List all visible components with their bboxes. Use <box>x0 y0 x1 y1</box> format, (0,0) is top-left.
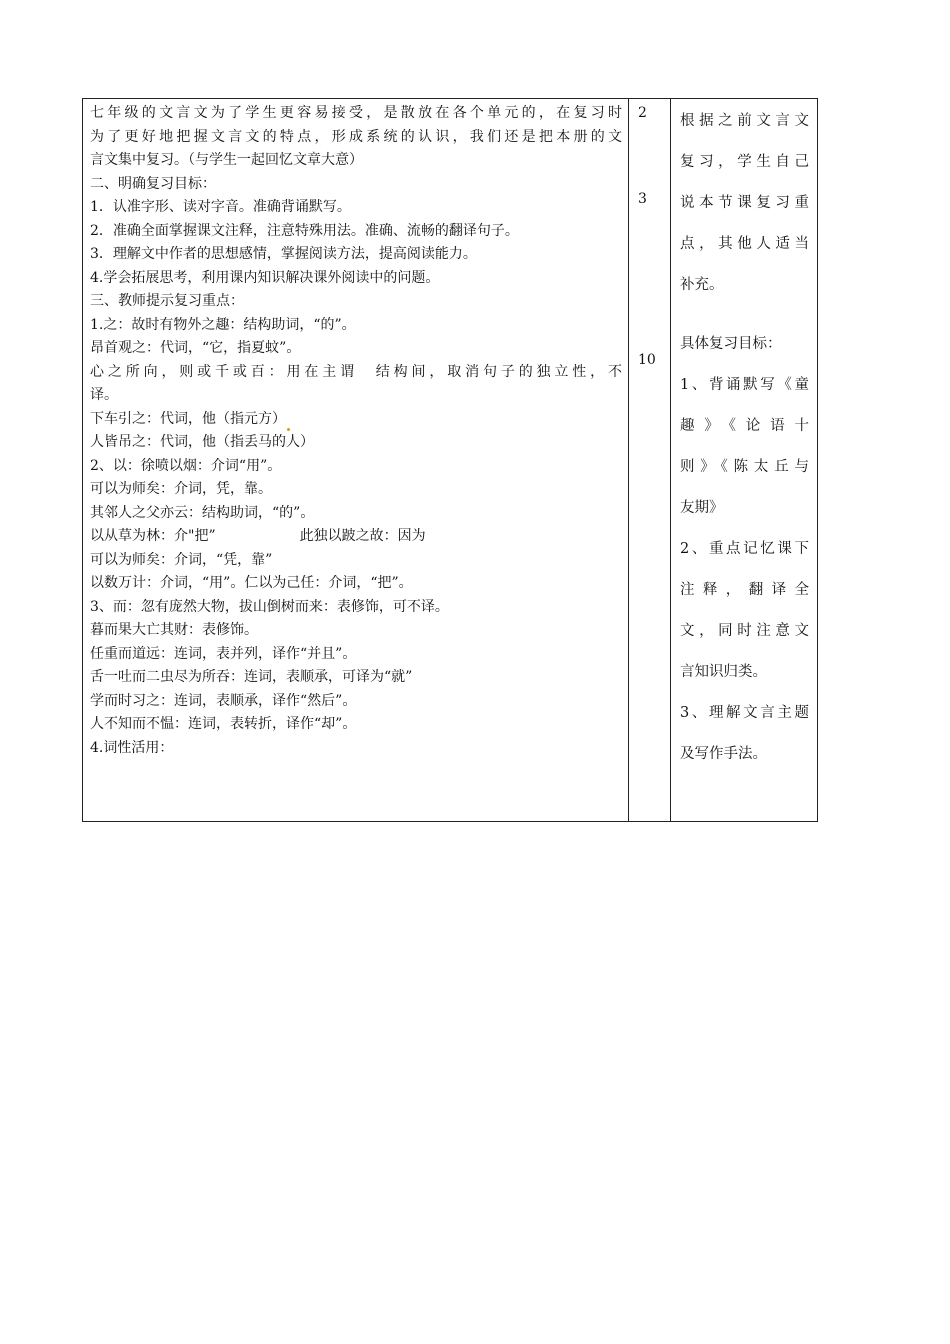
content-line: 二、明确复习目标： <box>90 175 216 192</box>
content-line-text: 下车引之：代词，他（指元方） <box>90 410 286 427</box>
content-line: 其邻人之父亦云：结构助词，“的”。 <box>90 504 315 521</box>
note-line: 及写作手法。 <box>680 746 767 762</box>
note-line: 根据之前文言文 <box>680 113 809 129</box>
content-line: 以数万计：介词，“用”。仁以为己任：介词，“把”。 <box>90 575 413 591</box>
content-line: 2．准确全面掌握课文注释，注意特殊用法。准确、流畅的翻译句子。 <box>90 222 519 239</box>
content-line: 2、以：徐喷以烟：介词“用”。 <box>90 457 282 474</box>
minutes-value: 2 <box>638 105 647 121</box>
note-line: 则》《陈太丘与 <box>680 459 809 475</box>
content-line: 舌一吐而二虫尽为所吞：连词，表顺承，可译为“就” <box>90 669 413 685</box>
content-line: 学而时习之：连词，表顺承，译作“然后”。 <box>90 692 357 709</box>
content-line: 昂首观之：代词，“它，指夏蚊”。 <box>90 340 301 356</box>
note-line: 言知识归类。 <box>680 664 767 680</box>
note-line: 2、重点记忆课下 <box>680 541 809 557</box>
minutes-value: 3 <box>638 191 647 207</box>
content-line <box>90 408 622 432</box>
note-spacer <box>680 306 809 324</box>
content-line: 以从草为林：介"把” 此独以跛之故：因为 <box>90 528 426 544</box>
note-line: 复习，学生自己 <box>680 154 809 170</box>
note-line: 点，其他人适当 <box>680 236 809 252</box>
content-line: 可以为师矣：介词，凭，靠。 <box>90 481 272 497</box>
lesson-table <box>82 98 818 822</box>
content-line: 可以为师矣：介词，“凭，靠” <box>90 551 273 568</box>
note-line: 具体复习目标： <box>680 336 782 352</box>
content-line: 译。 <box>90 387 118 403</box>
note-line: 说本节课复习重 <box>680 195 809 211</box>
content-line: 言文集中复习。（与学生一起回忆文章大意） <box>90 152 363 168</box>
content-line: 3．理解文中作者的思想感情，掌握阅读方法，提高阅读能力。 <box>90 246 477 262</box>
content-line: 三、教师提示复习重点： <box>90 293 244 309</box>
note-line: 注释，翻译全 <box>680 582 809 598</box>
content-line: 为了更好地把握文言文的特点，形成系统的认识，我们还是把本册的文 <box>90 128 622 145</box>
content-line: 1．认准字形、读对字音。准确背诵默写。 <box>90 199 351 215</box>
content-column <box>83 99 629 821</box>
content-line: 4.词性活用： <box>90 739 174 756</box>
note-line: 文，同时注意文 <box>680 623 809 639</box>
note-line: 友期》 <box>680 500 724 516</box>
note-line: 3、理解文言主题 <box>680 705 809 721</box>
note-line: 1、背诵默写《童 <box>680 377 809 393</box>
content-line: 3、而：忽有庞然大物，拔山倒树而来：表修饰，可不译。 <box>90 598 449 615</box>
content-line: 七年级的文言文为了学生更容易接受，是散放在各个单元的，在复习时 <box>90 105 622 121</box>
content-line: 4.学会拓展思考，利用课内知识解决课外阅读中的问题。 <box>90 269 440 286</box>
notes-column <box>671 99 817 821</box>
content-line: 心之所向，则或千或百：用在主谓 结构间，取消句子的独立性，不 <box>90 363 622 380</box>
minutes-value: 10 <box>638 352 656 368</box>
content-line: 人不知而不愠：连词，表转折，译作“却”。 <box>90 716 357 732</box>
content-line: 1.之：故时有物外之趣：结构助词，“的”。 <box>90 316 356 333</box>
content-line: 暮而果大亡其财：表修饰。 <box>90 622 258 638</box>
minutes-column <box>629 99 671 821</box>
note-line: 趣》《论语十 <box>680 418 809 434</box>
content-line: 人皆吊之：代词，他（指丢马的人） <box>90 434 314 450</box>
note-line: 补充。 <box>680 277 724 293</box>
content-line: 任重而道远：连词，表并列，译作“并且”。 <box>90 645 357 662</box>
